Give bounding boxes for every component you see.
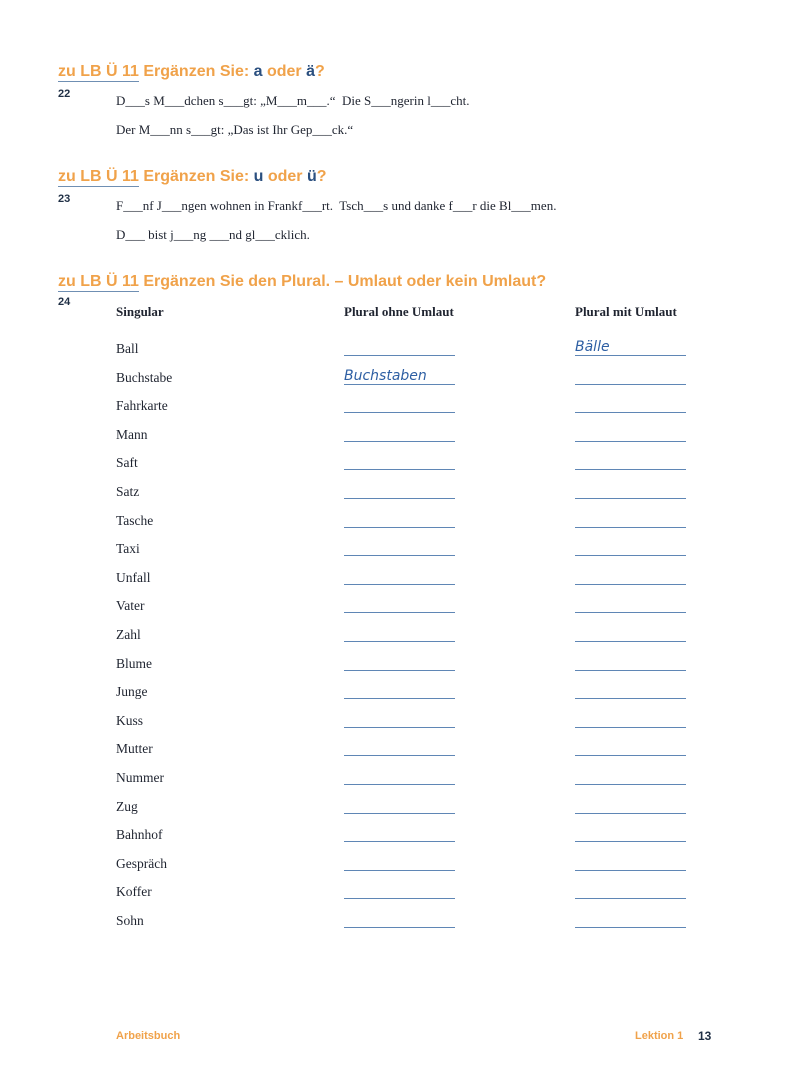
singular-word: Satz (116, 483, 140, 499)
ex24-heading (58, 273, 546, 291)
col-header-plural-mit-umlaut: Plural mit Umlaut (575, 304, 677, 319)
ex23-title: Ergänzen Sie: (143, 168, 250, 185)
col-header-singular: Singular (116, 304, 164, 319)
plural-mit-umlaut-blank[interactable] (575, 513, 686, 528)
ex24-title: Ergänzen Sie den Plural. – Umlaut oder kein Umlaut? (143, 273, 547, 290)
ex23-oder: oder (267, 168, 303, 185)
singular-word: Nummer (116, 769, 164, 785)
singular-word: Vater (116, 598, 145, 614)
ex22-option-a: a (253, 63, 263, 80)
ex23-ref: zu LB Ü 11 (58, 168, 139, 185)
table-row (0, 455, 811, 484)
plural-ohne-umlaut-blank[interactable] (344, 913, 455, 928)
table-row (0, 367, 811, 399)
ex22-qmark: ? (315, 63, 325, 80)
plural-mit-umlaut-blank[interactable] (575, 856, 686, 871)
singular-word: Kuss (116, 712, 144, 728)
table-row (0, 856, 811, 885)
table-row (0, 627, 811, 656)
table-row (0, 913, 811, 942)
plural-ohne-umlaut-blank[interactable] (344, 598, 455, 613)
table-row (0, 541, 811, 570)
plural-mit-umlaut-blank[interactable] (575, 370, 686, 385)
singular-word: Saft (116, 455, 138, 471)
table-row (0, 341, 811, 370)
plural-ohne-umlaut-blank[interactable] (344, 827, 455, 842)
col-header-plural-ohne-umlaut: Plural ohne Umlaut (344, 304, 454, 319)
ex23-sentence-1: F___nf J___ngen wohnen in Frankf___rt. Tsch___s und danke f___r die Bl___men. (116, 198, 557, 213)
plural-ohne-umlaut-blank[interactable] (344, 627, 455, 642)
ex24-number: 24 (58, 296, 71, 308)
singular-word: Tasche (116, 512, 154, 528)
ex23-option-ue: ü (306, 168, 317, 185)
singular-word: Mutter (116, 741, 153, 757)
table-row (0, 799, 811, 828)
table-row (0, 398, 811, 427)
plural-ohne-umlaut-blank[interactable] (344, 570, 455, 585)
plural-ohne-umlaut-blank[interactable] (344, 684, 455, 699)
page-number: 13 (698, 1029, 712, 1043)
singular-word: Sohn (116, 912, 144, 928)
plural-mit-umlaut-blank[interactable] (575, 484, 686, 499)
singular-word: Buchstabe (116, 369, 173, 385)
plural-ohne-umlaut-blank[interactable] (344, 484, 455, 499)
plural-ohne-umlaut-blank[interactable] (344, 884, 455, 899)
plural-mit-umlaut-blank[interactable] (575, 627, 686, 642)
singular-word: Gespräch (116, 855, 167, 871)
singular-word: Unfall (116, 569, 151, 585)
table-row (0, 513, 811, 542)
handwritten-answer: Bälle (575, 339, 610, 355)
singular-word: Zug (116, 798, 138, 814)
plural-ohne-umlaut-blank[interactable] (344, 455, 455, 470)
ex23-number: 23 (58, 193, 71, 205)
plural-mit-umlaut-blank[interactable] (575, 541, 686, 556)
ex23-option-u: u (253, 168, 264, 185)
table-row (0, 598, 811, 627)
singular-word: Ball (116, 341, 139, 356)
ex22-option-ae: ä (306, 63, 316, 80)
table-row (0, 770, 811, 799)
ex22-ref: zu LB Ü 11 (58, 63, 139, 80)
plural-mit-umlaut-blank[interactable] (575, 827, 686, 842)
plural-mit-umlaut-blank[interactable] (575, 713, 686, 728)
singular-word: Taxi (116, 541, 140, 557)
singular-word: Blume (116, 655, 152, 671)
table-row (0, 570, 811, 599)
table-row (0, 827, 811, 856)
ex24-ref: zu LB Ü 11 (58, 273, 139, 290)
handwritten-answer: Buchstaben (344, 367, 427, 384)
singular-word: Zahl (116, 626, 141, 642)
ex22-sentence-2: Der M___nn s___gt: „Das ist Ihr Gep___ck.“ (116, 122, 354, 137)
singular-word: Mann (116, 426, 148, 442)
table-row (0, 713, 811, 742)
plural-ohne-umlaut-blank[interactable] (344, 741, 455, 756)
ex22-sentence-1: D___s M___dchen s___gt: „M___m___.“ Die S___ngerin l___cht. (116, 93, 470, 108)
table-row (0, 427, 811, 456)
ex22-heading (58, 63, 325, 81)
ex23-heading (58, 168, 327, 186)
plural-ohne-umlaut-blank[interactable] (344, 367, 455, 385)
plural-mit-umlaut-blank[interactable] (575, 455, 686, 470)
plural-mit-umlaut-blank[interactable] (575, 770, 686, 785)
table-row (0, 741, 811, 770)
ex23-sentence-2: D___ bist j___ng ___nd gl___cklich. (116, 227, 310, 242)
plural-mit-umlaut-blank[interactable] (575, 684, 686, 699)
table-row (0, 656, 811, 685)
plural-ohne-umlaut-blank[interactable] (344, 656, 455, 671)
plural-mit-umlaut-blank[interactable] (575, 570, 686, 585)
plural-mit-umlaut-blank[interactable] (575, 598, 686, 613)
plural-ohne-umlaut-blank[interactable] (344, 513, 455, 528)
singular-word: Junge (116, 684, 148, 700)
ex22-title: Ergänzen Sie: (143, 63, 250, 80)
table-row (0, 484, 811, 513)
plural-mit-umlaut-blank[interactable] (575, 398, 686, 413)
plural-ohne-umlaut-blank[interactable] (344, 770, 455, 785)
plural-mit-umlaut-blank[interactable] (575, 913, 686, 928)
ex22-oder: oder (266, 63, 302, 80)
footer-lesson: Lektion 1 (635, 1030, 684, 1042)
plural-mit-umlaut-blank[interactable] (575, 341, 686, 356)
table-row (0, 684, 811, 713)
singular-word: Fahrkarte (116, 398, 168, 414)
singular-word: Bahnhof (116, 827, 163, 843)
plural-ohne-umlaut-blank[interactable] (344, 541, 455, 556)
plural-mit-umlaut-blank[interactable] (575, 656, 686, 671)
ex22-number: 22 (58, 88, 71, 100)
plural-mit-umlaut-blank[interactable] (575, 799, 686, 814)
plural-ohne-umlaut-blank[interactable] (344, 341, 455, 356)
plural-table (0, 341, 811, 941)
plural-ohne-umlaut-blank[interactable] (344, 856, 455, 871)
plural-mit-umlaut-blank[interactable] (575, 427, 686, 442)
plural-ohne-umlaut-blank[interactable] (344, 799, 455, 814)
plural-ohne-umlaut-blank[interactable] (344, 713, 455, 728)
ex23-qmark: ? (316, 168, 327, 185)
plural-mit-umlaut-blank[interactable] (575, 884, 686, 899)
plural-ohne-umlaut-blank[interactable] (344, 427, 455, 442)
plural-mit-umlaut-blank[interactable] (575, 741, 686, 756)
footer-book: Arbeitsbuch (116, 1030, 181, 1042)
singular-word: Koffer (116, 884, 152, 900)
plural-ohne-umlaut-blank[interactable] (344, 398, 455, 413)
table-row (0, 884, 811, 913)
